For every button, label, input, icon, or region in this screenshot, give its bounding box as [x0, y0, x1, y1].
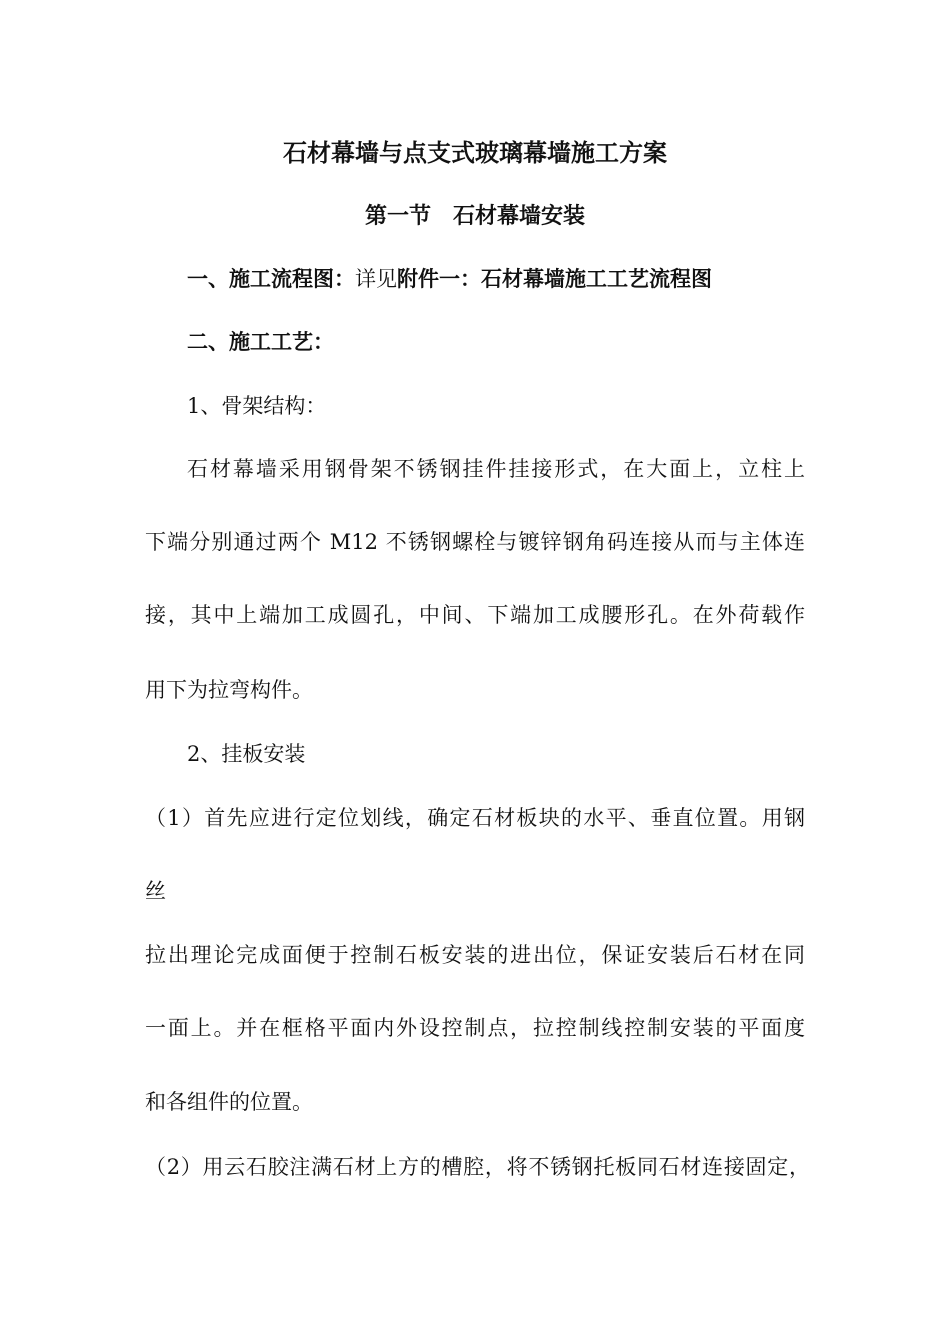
paragraph-line: 用下为拉弯构件。 — [145, 678, 313, 702]
heading-flowchart — [187, 265, 712, 293]
subheading-frame: 1、骨架结构： — [187, 394, 327, 418]
paragraph-line: 拉出理论完成面便于控制石板安装的进出位，保证安装后石材在同 — [145, 943, 805, 967]
list-item-line: （2）用云石胶注满石材上方的槽腔，将不锈钢托板同石材连接固定， — [145, 1155, 810, 1179]
subheading-panel-install: 2、挂板安装 — [187, 742, 306, 766]
paragraph-line: 一面上。并在框格平面内外设控制点，拉控制线控制安装的平面度 — [145, 1016, 805, 1040]
document-title: 石材幕墙与点支式玻璃幕墙施工方案 — [283, 138, 667, 167]
list-item-line: 丝 — [145, 879, 166, 903]
paragraph-line: 下端分别通过两个 M12 不锈钢螺栓与镀锌钢角码连接从而与主体连 — [145, 530, 805, 554]
section-title: 第一节 石材幕墙安装 — [364, 203, 585, 229]
paragraph-line: 接，其中上端加工成圆孔，中间、下端加工成腰形孔。在外荷载作 — [145, 603, 805, 627]
paragraph-line: 和各组件的位置。 — [145, 1090, 313, 1114]
heading-flowchart-suffix: 附件一：石材幕墙施工工艺流程图 — [397, 266, 712, 291]
list-item-line: （1）首先应进行定位划线，确定石材板块的水平、垂直位置。用钢 — [145, 806, 805, 830]
heading-process: 二、施工工艺： — [187, 329, 334, 354]
heading-flowchart-middle: 详见 — [355, 267, 397, 291]
heading-flowchart-prefix: 一、施工流程图： — [187, 266, 355, 291]
paragraph-line: 石材幕墙采用钢骨架不锈钢挂件挂接形式，在大面上，立柱上 — [187, 457, 805, 481]
